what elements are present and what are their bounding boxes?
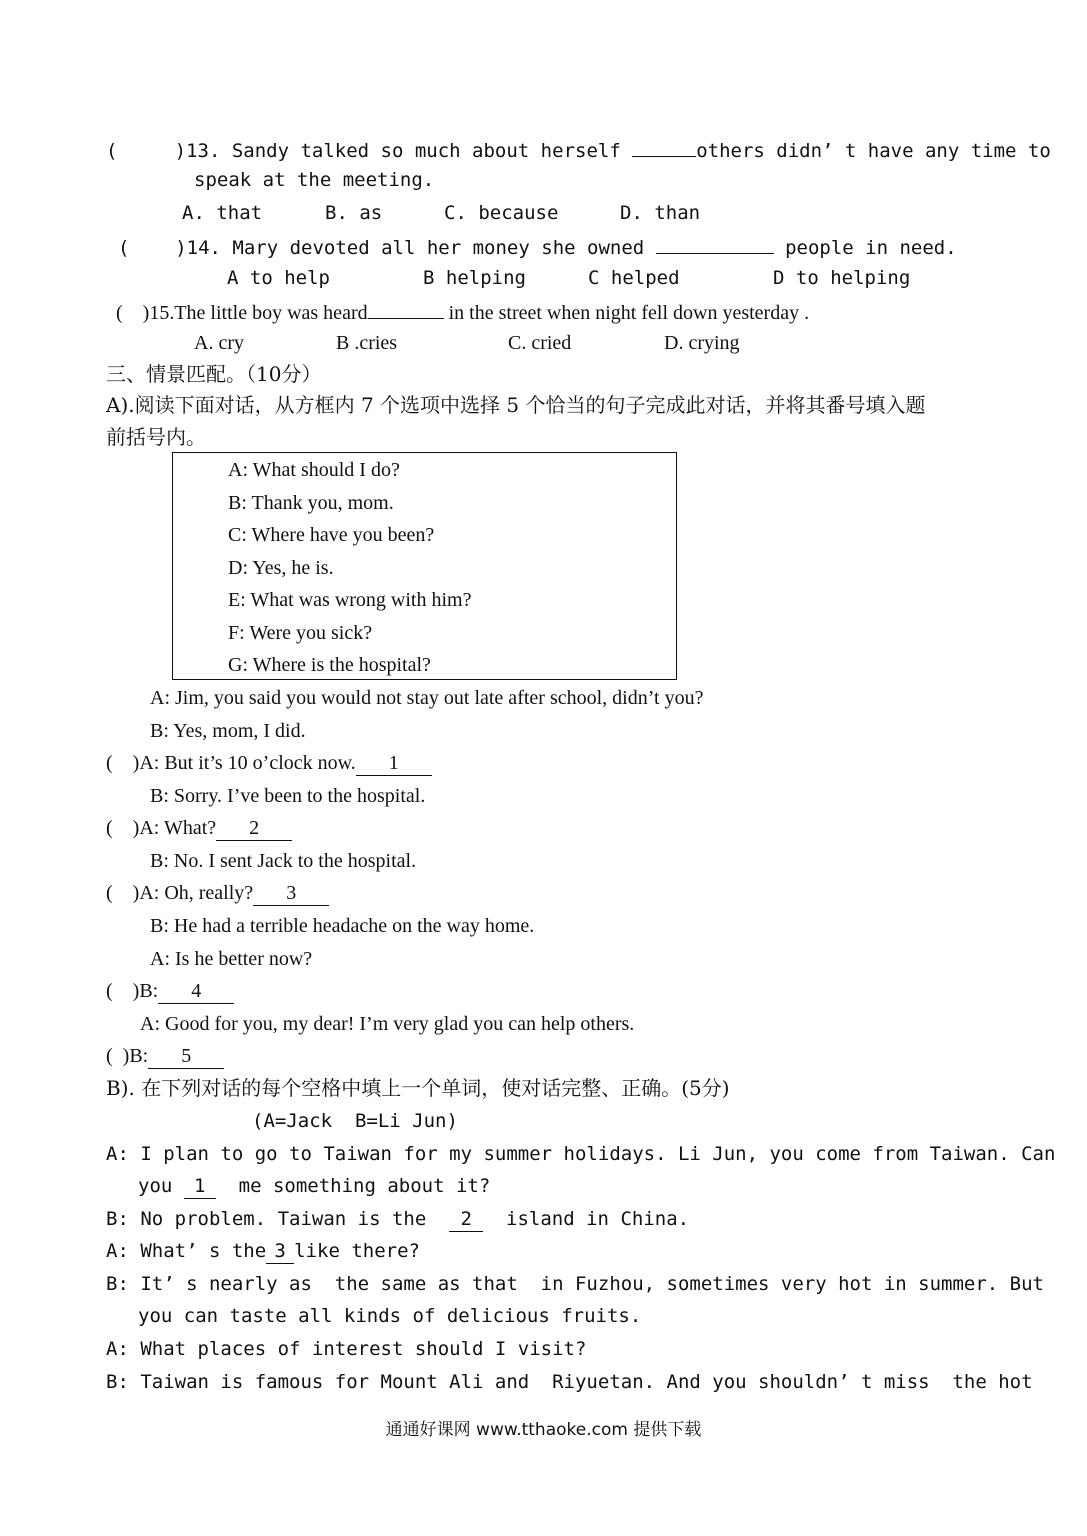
answer-blank: 5 (148, 1044, 224, 1069)
option-a: A. that (182, 202, 263, 224)
question-13 (106, 132, 1051, 164)
dialogue-line: A: I plan to go to Taiwan for my summer holidays. Li Jun, you come from Taiwan. Can (106, 1143, 1056, 1165)
option-item: E: What was wrong with him? (228, 589, 472, 611)
option-b: B .cries (336, 332, 398, 354)
part-a-instruction-continued: 前括号内。 (106, 425, 206, 449)
option-item: B: Thank you, mom. (228, 492, 394, 514)
answer-blank (632, 132, 696, 157)
dialogue-line (106, 975, 234, 1007)
dialogue-line (106, 747, 432, 779)
dialogue-line: you can taste all kinds of delicious fruits. (138, 1305, 642, 1327)
answer-paren: ( ) (106, 1045, 130, 1067)
dialogue-line (106, 1235, 420, 1267)
option-b: B. as (325, 202, 383, 224)
part-b-instruction: B). 在下列对话的每个空格中填上一个单词，使对话完整、正确。(5分) (106, 1076, 730, 1100)
answer-paren: ( ) (106, 752, 140, 774)
dialogue-text: A: But it’s 10 o’clock now. (139, 752, 356, 774)
answer-blank (656, 229, 774, 254)
option-item: G: Where is the hospital? (228, 654, 431, 676)
option-d: D. crying (664, 332, 740, 354)
dialogue-text: island in China. (483, 1208, 690, 1230)
option-c: C. cried (508, 332, 572, 354)
question-stem: 13. Sandy talked so much about herself (186, 140, 633, 162)
option-c: C helped (588, 267, 680, 289)
dialogue-line (138, 1170, 490, 1202)
dialogue-text: A: Oh, really? (139, 882, 254, 904)
question-stem: people in need. (773, 237, 957, 259)
option-d: D to helping (773, 267, 911, 289)
answer-paren: ( ) (106, 817, 140, 839)
answer-blank: 3 (266, 1239, 294, 1264)
option-b: B helping (423, 267, 526, 289)
dialogue-line (106, 1203, 689, 1235)
question-14 (118, 229, 957, 261)
question-13-continued: speak at the meeting. (194, 169, 435, 191)
dialogue-line: B: No. I sent Jack to the hospital. (150, 850, 417, 872)
option-item: D: Yes, he is. (228, 557, 334, 579)
dialogue-text: B: (129, 1045, 149, 1067)
option-a: A. cry (194, 332, 244, 354)
dialogue-line (106, 1040, 224, 1072)
dialogue-text: me something about it? (215, 1175, 491, 1197)
question-15 (116, 294, 809, 326)
dialogue-line: A: What places of interest should I visit? (106, 1338, 587, 1360)
option-item: F: Were you sick? (228, 622, 373, 644)
dialogue-text: like there? (294, 1240, 420, 1262)
dialogue-line: B: Yes, mom, I did. (150, 720, 306, 742)
answer-paren: ( ) (106, 980, 140, 1002)
dialogue-text: B: No problem. Taiwan is the (106, 1208, 450, 1230)
answer-paren: ( ) (106, 140, 187, 162)
dialogue-text: A: What? (139, 817, 217, 839)
answer-paren: ( ) (118, 237, 187, 259)
dialogue-line (106, 812, 292, 844)
dialogue-line: B: He had a terrible headache on the way home. (150, 915, 535, 937)
dialogue-text: A: What’ s the (106, 1240, 267, 1262)
dialogue-text: you (138, 1175, 184, 1197)
option-d: D. than (620, 202, 701, 224)
dialogue-line: B: It’ s nearly as the same as that in Fuzhou, sometimes very hot in summer. But (106, 1273, 1044, 1295)
dialogue-line (106, 877, 329, 909)
answer-blank (368, 294, 444, 319)
page-footer: 通通好课网 www.tthaoke.com 提供下载 (385, 1420, 702, 1440)
answer-paren: ( ) (106, 882, 140, 904)
answer-blank: 2 (449, 1207, 483, 1232)
answer-blank: 3 (253, 881, 329, 906)
dialogue-line: B: Taiwan is famous for Mount Ali and Riyuetan. And you shouldn’ t miss the hot (106, 1371, 1033, 1393)
answer-blank: 4 (158, 979, 234, 1004)
part-b-roles: (A=Jack B=Li Jun) (252, 1110, 458, 1132)
question-stem: 14. Mary devoted all her money she owned (186, 237, 656, 259)
option-a: A to help (227, 267, 330, 289)
dialogue-line: A: Good for you, my dear! I’m very glad you can help others. (140, 1013, 635, 1035)
question-stem: in the street when night fell down yesterday . (443, 302, 810, 324)
answer-blank: 2 (216, 816, 292, 841)
part-a-instruction: A).阅读下面对话，从方框内 7 个选项中选择 5 个恰当的句子完成此对话，并将其番号填入题 (106, 393, 926, 417)
answer-blank: 1 (184, 1174, 216, 1199)
answer-blank: 1 (356, 751, 432, 776)
question-stem: others didn’ t have any time to (696, 140, 1051, 162)
option-c: C. because (444, 202, 559, 224)
answer-paren: ( ) (116, 302, 150, 324)
dialogue-line: B: Sorry. I’ve been to the hospital. (150, 785, 426, 807)
option-item: A: What should I do? (228, 459, 400, 481)
question-stem: 15.The little boy was heard (149, 302, 368, 324)
dialogue-text: B: (139, 980, 159, 1002)
option-item: C: Where have you been? (228, 524, 435, 546)
section-title: 三、情景匹配。（10分） (106, 362, 322, 386)
dialogue-line: A: Jim, you said you would not stay out late after school, didn’t you? (150, 687, 704, 709)
dialogue-line: A: Is he better now? (150, 948, 313, 970)
